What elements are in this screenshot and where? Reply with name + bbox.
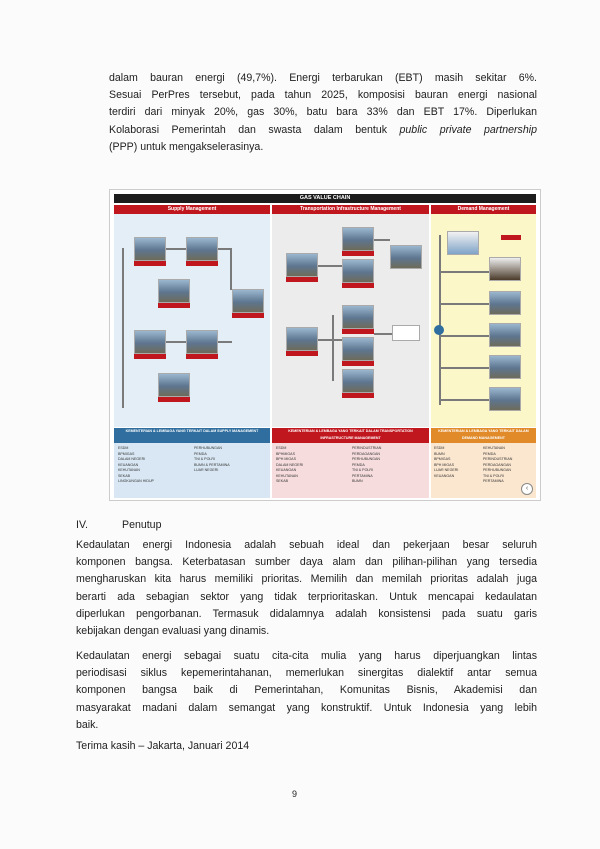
- flow-arrow: [318, 265, 342, 267]
- ministry-item: KEHUTANAN: [118, 468, 140, 472]
- ministry-item: KEUANGAN: [118, 462, 139, 467]
- transport-image: [342, 227, 374, 251]
- demand-body: [431, 215, 536, 427]
- flow-arrow: [439, 399, 489, 401]
- junction-dot: [434, 325, 444, 335]
- supply-header: Supply Management: [114, 205, 270, 214]
- section-title: Penutup: [122, 519, 162, 531]
- ministry-item: PERHUBUNGAN: [194, 446, 222, 450]
- supply-image: [186, 330, 218, 354]
- ministry-item: TNI & POLRI: [483, 473, 504, 478]
- ministry-item: PEMDA: [194, 451, 207, 456]
- para2-line: diperlukan pengorbanan. Termasuk didalamnya adalah konsistensi pada suatu garis: [76, 607, 537, 620]
- flow-arrow: [374, 239, 390, 241]
- supply-caption: [158, 397, 190, 402]
- demand-image: [489, 323, 521, 347]
- paragraph-2: [76, 537, 537, 640]
- ministry-item: PEMDA: [352, 462, 365, 467]
- ministry-item: BUMN & PERTAMINA: [194, 462, 230, 467]
- demand-image: [489, 257, 521, 281]
- ministry-item: LUAR NEGERI: [194, 468, 219, 472]
- flow-arrow: [166, 341, 186, 343]
- ministry-item: PERTAMINA: [483, 479, 504, 483]
- demand-column: [431, 205, 536, 427]
- ministry-column: [276, 446, 303, 485]
- transport-logo: [392, 325, 420, 341]
- supply-caption: [186, 261, 218, 266]
- ministry-item: LINGKUNGAN HIDUP: [118, 479, 154, 483]
- ministry-item: ESDM: [118, 446, 129, 450]
- ministry-item: PERINDUSTRIAN: [352, 446, 382, 450]
- supply-image: [134, 237, 166, 261]
- supply-caption: [232, 313, 264, 318]
- para1-line: Sesuai PerPres tersebut, pada tahun 2025, komposisi bauran energi nasional: [109, 89, 537, 102]
- para1-line: dalam bauran energi (49,7%). Energi terbarukan (EBT) masih sekitar 6%.: [109, 72, 537, 84]
- supply-ministries-header: KEMENTERIAN & LEMBAGA YANG TERKAIT DALAM SUPPLY MANAGEMENT: [114, 428, 270, 443]
- transport-caption: [342, 393, 374, 398]
- transport-image: [342, 337, 374, 361]
- ministry-item: ESDM: [276, 446, 287, 450]
- ministry-item: PERINDUSTRIAN: [483, 457, 513, 461]
- ministry-column: [434, 446, 458, 479]
- ministry-column: [483, 446, 512, 485]
- supply-caption: [134, 261, 166, 266]
- ministry-column: [352, 446, 381, 485]
- supply-column: [114, 205, 270, 427]
- transport-image: [342, 369, 374, 393]
- demand-image: [489, 355, 521, 379]
- transport-image: [390, 245, 422, 269]
- transportation-header: Transportation Infrastructure Management: [272, 205, 429, 214]
- para2-line: mengharuskan kita harus memiliki prioritas. Memilih dan memilah prioritas adalah juga: [76, 573, 537, 586]
- ministry-item: ESDM: [434, 446, 445, 450]
- supply-body: [114, 215, 270, 427]
- para2-line: berarti ada sebagian sektor yang tidak terprioritaskan. Untuk mencapai kedaulatan: [76, 590, 537, 603]
- transport-caption: [286, 351, 318, 356]
- ministry-item: BPHMIGAS: [276, 451, 295, 456]
- demand-header: Demand Management: [431, 205, 536, 214]
- para3-line: Kedaulatan energi sebagai suatu cita-cita mulia yang harus diperjuangkan lintas: [76, 650, 537, 662]
- transport-caption: [342, 361, 374, 366]
- ministry-item: SEKAB: [276, 479, 288, 483]
- ministry-item: KEHUTANAN: [483, 446, 505, 450]
- ministry-item: TNI & POLRI: [194, 457, 215, 461]
- ministry-item: BUMN: [434, 451, 445, 456]
- ministry-item: DALAM NEGERI: [276, 462, 304, 467]
- para1-text: Kolaborasi Pemerintah dan swasta dalam bentuk: [109, 123, 400, 136]
- flow-arrow: [218, 341, 232, 343]
- transportation-body: [272, 215, 429, 427]
- paragraph-3: [76, 648, 537, 734]
- supply-caption: [186, 354, 218, 359]
- ministry-item: PERHUBUNGAN: [483, 468, 511, 472]
- ministry-item: KEHUTANAN: [276, 473, 298, 478]
- para2-line: kebijakan dengan evaluasi yang dinamis.: [76, 625, 270, 638]
- transportation-column: [272, 205, 429, 427]
- para2-line: Kedaulatan energi Indonesia adalah sebuah ideal dan pekerjaan besar seluruh: [76, 539, 537, 551]
- gas-value-chain-figure: [109, 189, 541, 501]
- flow-line: [332, 315, 334, 381]
- para1-line: (PPP) untuk mengakselerasinya.: [109, 140, 264, 153]
- ministry-item: PERTAMINA: [352, 473, 373, 478]
- supply-image: [134, 330, 166, 354]
- ministry-item: PERHUBUNGAN: [352, 457, 380, 461]
- transport-ministries-box: [272, 428, 429, 498]
- paragraph-1: [109, 70, 537, 156]
- supply-ministries-box: [114, 428, 270, 498]
- section-number: IV.: [76, 519, 88, 531]
- transport-caption: [342, 251, 374, 256]
- para1-italic: public private partnership: [399, 123, 537, 136]
- ministry-item: PERDAGANGAN: [352, 451, 380, 456]
- ministry-column: [118, 446, 154, 485]
- section-heading: [76, 519, 161, 531]
- ministry-item: BPH MIGAS: [276, 457, 296, 461]
- supply-caption: [158, 303, 190, 308]
- demand-ministries-header: KEMENTERIAN & LEMBAGA YANG TERKAIT DALAM DEMAND MANAGEMENT: [431, 428, 536, 443]
- supply-caption: [134, 354, 166, 359]
- chevron-left-icon: ‹: [521, 483, 533, 495]
- flow-arrow: [318, 339, 342, 341]
- figure-title: GAS VALUE CHAIN: [114, 194, 536, 203]
- flow-line: [122, 248, 124, 408]
- flow-line: [439, 235, 441, 405]
- transport-image: [342, 259, 374, 283]
- ministry-item: LUAR NEGERI: [434, 468, 459, 472]
- flow-arrow: [439, 271, 489, 273]
- ministry-item: BUMN: [352, 479, 363, 483]
- ministry-item: TNI & POLRI: [352, 468, 373, 472]
- para3-line: periodisasi siklus kepemerintahanan, memerlukan sinergitas dialektif antar semua: [76, 667, 537, 680]
- closing-line: Terima kasih – Jakarta, Januari 2014: [76, 740, 250, 752]
- para3-line: masyarakat madani dalam semangat yang konstruktif. Untuk Indonesia yang lebih: [76, 701, 537, 714]
- transport-caption: [342, 329, 374, 334]
- transport-image: [286, 253, 318, 277]
- para1-line: terdiri dari minyak 20%, gas 30%, batu bara 33% dan EBT 17%. Diperlukan: [109, 106, 537, 119]
- flow-arrow: [166, 248, 186, 250]
- ministry-item: BPMIGAS: [118, 451, 135, 456]
- para2-line: komponen bangsa. Keterbatasan sumber daya alam dan pilihan-pilihan yang tersedia: [76, 556, 537, 569]
- ministry-item: PEMDA: [483, 451, 496, 456]
- flow-arrow: [439, 367, 489, 369]
- transport-ministries-list: [272, 444, 429, 498]
- supply-image: [158, 373, 190, 397]
- supply-image: [186, 237, 218, 261]
- page-number: 9: [292, 789, 298, 799]
- ministry-item: BPH MIGAS: [434, 462, 454, 467]
- ministry-item: BPMIGAS: [434, 457, 451, 461]
- flow-arrow: [439, 303, 489, 305]
- transport-caption: [342, 283, 374, 288]
- transport-image: [342, 305, 374, 329]
- para3-line: baik.: [76, 718, 99, 731]
- demand-ministries-box: [431, 428, 536, 498]
- ministry-column: [194, 446, 230, 474]
- ministry-item: KEUANGAN: [434, 473, 455, 478]
- ministry-item: DALAM NEGERI: [118, 457, 146, 461]
- flow-line: [230, 248, 232, 290]
- transport-image: [286, 327, 318, 351]
- ministry-item: KEUANGAN: [276, 468, 297, 472]
- transport-ministries-header: KEMENTERIAN & LEMBAGA YANG TERKAIT DALAM TRANSPORTATION INFRASTRUCTURE MANAGEMENT: [272, 428, 429, 443]
- demand-image: [489, 387, 521, 411]
- demand-caption: [501, 235, 521, 240]
- ministry-item: SEKAB: [118, 473, 130, 478]
- supply-ministries-list: [114, 444, 270, 498]
- demand-map-image: [447, 231, 479, 255]
- para3-line: komponen bangsa baik di Pemerintahan, Komunitas Bisnis, Akademisi dan: [76, 684, 537, 697]
- transport-caption: [286, 277, 318, 282]
- flow-arrow: [439, 335, 489, 337]
- ministry-item: PERDAGANGAN: [483, 462, 511, 467]
- flow-arrow: [374, 333, 392, 335]
- supply-image: [158, 279, 190, 303]
- para1-line: [109, 122, 537, 139]
- supply-image: [232, 289, 264, 313]
- demand-image: [489, 291, 521, 315]
